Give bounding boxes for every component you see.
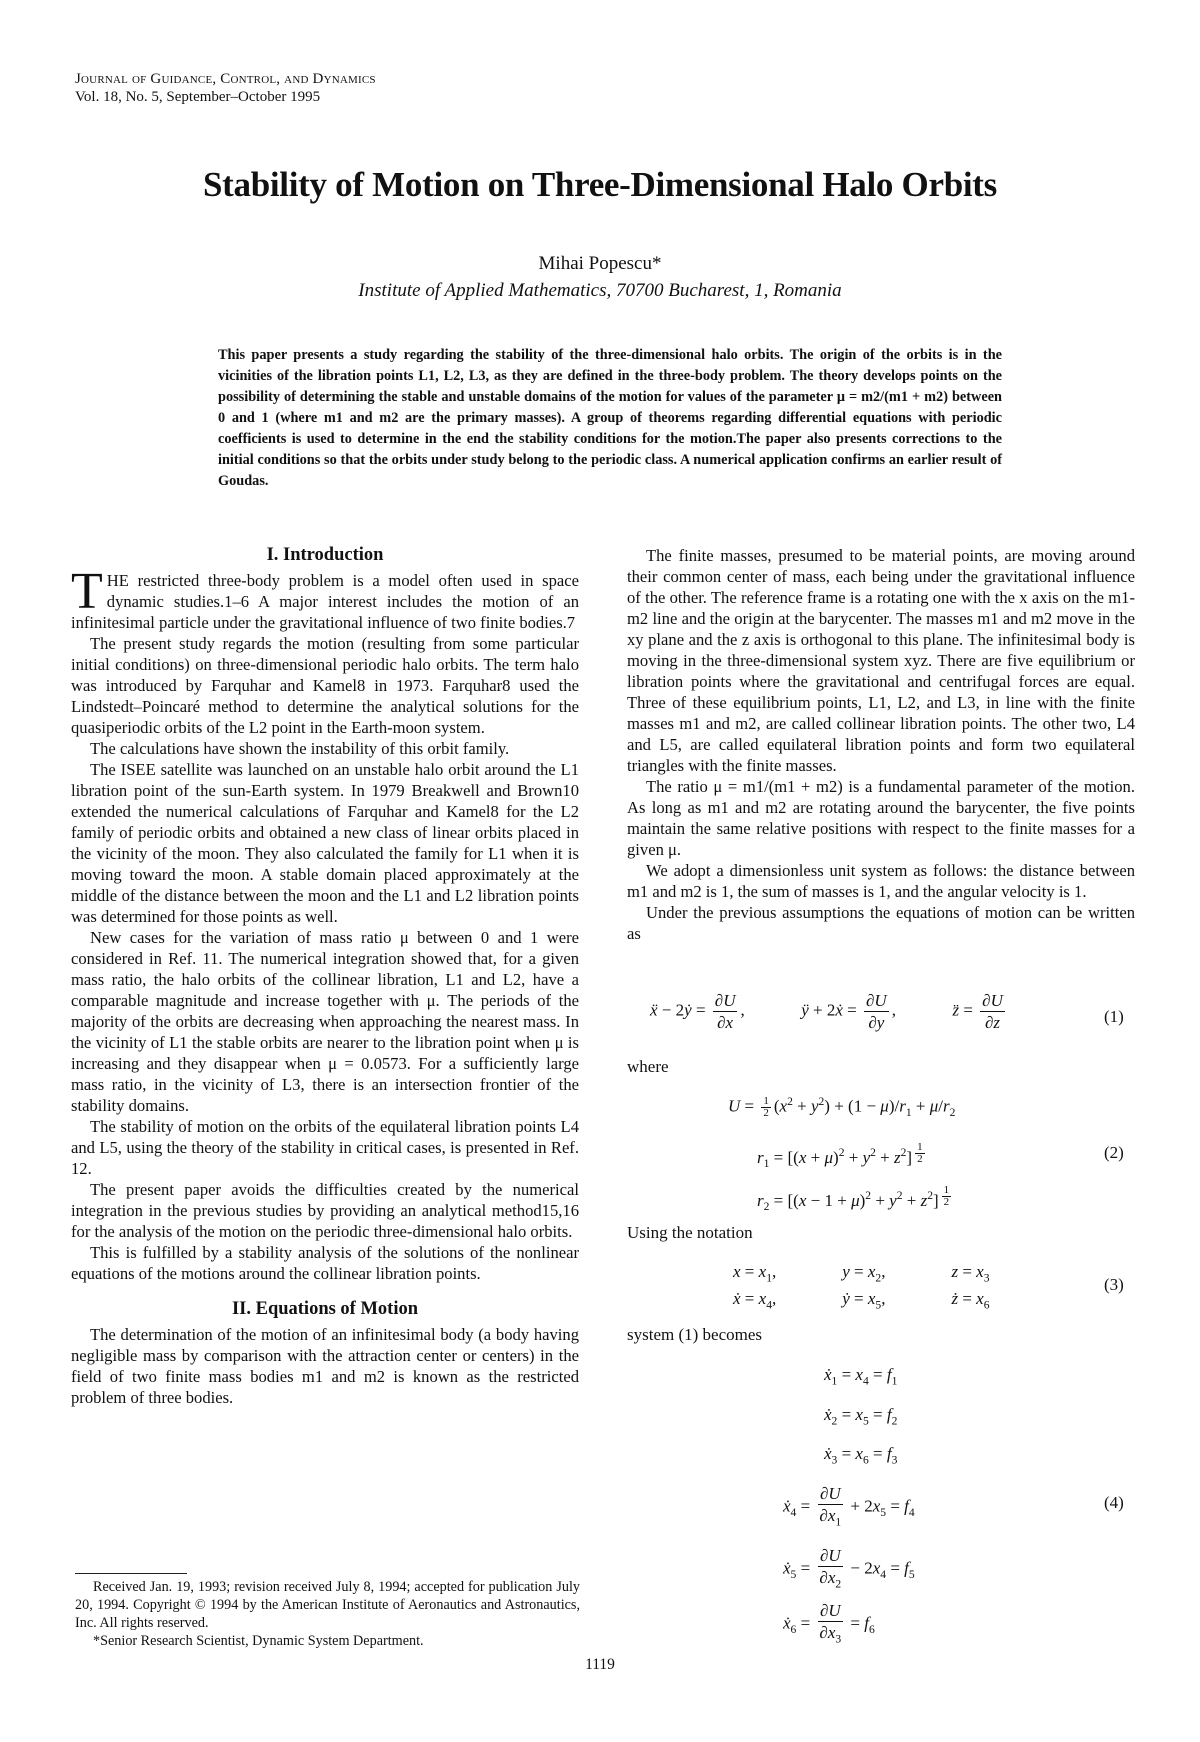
paragraph-text: HE restricted three-body problem is a model often used in space dynamic studies.1–6 A major interest includes the motion of an infinitesimal particle under the gravitational influence of two finite bodies.7 <box>71 571 579 632</box>
equation-4-line4: ẋ$_4$ = $\frac{\partial U}{\partial x_1}$ + $2x_5 = f_4$ <box>783 1484 915 1529</box>
journal-header <box>75 70 376 106</box>
footnote-rule <box>75 1573 187 1574</box>
paragraph: The ratio μ = m1/(m1 + m2) is a fundamental parameter of the motion. As long as m1 and m2 are rotating around the barycenter, the five points maintain the same relative positions with respect to the finite masses for a given μ. <box>627 777 1135 859</box>
equation-4-line2: ẋ$_2$ = $x_5 = f_2$ <box>824 1405 898 1428</box>
section-heading-introduction: I. Introduction <box>266 545 384 565</box>
paragraph: The present study regards the motion (resulting from some particular initial conditions) on three-dimensional periodic halo orbits. The term halo was introduced by Farquhar and Kamel8 in 1973. Farquhar8 used the Lindstedt–Poincaré method to determine the analytical solutions for the quasiperiodic orbits of the L2 point in the Earth-moon system. <box>71 634 579 737</box>
author-name: Mihai Popescu* <box>538 253 662 274</box>
footnote-received: Received Jan. 19, 1993; revision received July 8, 1994; accepted for publication July 20, 1994. Copyright © 1994 by the American Institute of Aeronautics and Astronautics, Inc. All rights reserved. <box>75 1579 580 1631</box>
equation-number: (1) <box>1104 1007 1124 1026</box>
equation-4-line6: ẋ$_6$ = $\frac{\partial U}{\partial x_3}$ = $f_6$ <box>783 1601 875 1646</box>
paragraph: This is fulfilled by a stability analysis of the solutions of the nonlinear equations of the motions around the collinear libration points. <box>71 1243 579 1283</box>
paper-title: Stability of Motion on Three-Dimensional Halo Orbits <box>203 165 997 204</box>
equation-3-row1: $x = x_1$, $y = x_2$, $z = x_3$ <box>733 1262 990 1285</box>
left-column <box>71 545 579 1408</box>
equation-number: (4) <box>1104 1493 1124 1512</box>
where-label: where <box>627 1057 669 1076</box>
page-number: 1119 <box>585 1656 615 1673</box>
journal-name: Journal of Guidance, Control, and Dynamics <box>75 71 376 87</box>
paragraph: The finite masses, presumed to be material points, are moving around their common center of mass, each being under the gravitational influence of the other. The reference frame is a rotating one with the x axis on the m1-m2 line and the origin at the barycenter. The masses m1 and m2 move in the xy plane and the z axis is orthogonal to this plane. The infinitesimal body is moving in the three-dimensional system xyz. There are five equilibrium or libration points where the gravitational and centrifugal forces are equal. Three of these equilibrium points, L1, L2, and L3, in line with the finite masses m1 and m2, are called collinear libration points. The other two, L4 and L5, are called equilateral libration points and form two equilateral triangles with the finite masses. <box>627 546 1135 775</box>
abstract: This paper presents a study regarding the stability of the three-dimensional halo orbits. The origin of the orbits is in the vicinities of the libration points L1, L2, L3, as they are defined in the three-body problem. The theory develops points on the possibility of determining the stable and unstable domains of the motion for values of the parameter μ = m2/(m1 + m2) between 0 and 1 (where m1 and m2 are the primary masses). A group of theorems regarding differential equations with periodic coefficients is used to determine in the end the stability conditions for the motion.The paper also presents corrections to the initial conditions so that the orbits under study belong to the periodic class. A numerical application confirms an earlier result of Goudas. <box>218 347 1002 489</box>
paragraph: We adopt a dimensionless unit system as follows: the distance between m1 and m2 is 1, the sum of masses is 1, and the angular velocity is 1. <box>627 861 1135 901</box>
journal-volume: Vol. 18, No. 5, September–October 1995 <box>75 89 321 105</box>
right-column <box>627 545 1135 944</box>
footnote-author: *Senior Research Scientist, Dynamic System Department. <box>93 1633 424 1649</box>
equation-1: ẍ − 2ẏ = $\frac{\partial U}{\partial x}$ , ÿ + 2ẋ = $\frac{\partial U}{\partial y}$ , z̈ = $\frac{\partial U}{\partial z}$ <box>650 991 1003 1032</box>
paragraph <box>71 563 579 633</box>
using-notation-label: Using the notation <box>627 1223 753 1242</box>
paragraph: The calculations have shown the instability of this orbit family. <box>90 739 510 758</box>
equation-3-row2: ẋ = $x_4$, ẏ = $x_5$, ż = $x_6$ <box>733 1289 990 1312</box>
section-heading-equations-of-motion: II. Equations of Motion <box>231 1299 419 1319</box>
paragraph: The determination of the motion of an infinitesimal body (a body having negligible mass by comparison with the attraction center or centers) in the field of two finite mass bodies m1 and m2 is known as the restricted problem of three bodies. <box>71 1325 579 1407</box>
equation-4-line5: ẋ$_5$ = $\frac{\partial U}{\partial x_2}$ − $2x_4 = f_5$ <box>783 1546 915 1591</box>
drop-cap: T <box>71 563 103 620</box>
equation-number: (2) <box>1104 1143 1124 1162</box>
paragraph: The ISEE satellite was launched on an unstable halo orbit around the L1 libration point of the sun-Earth system. In 1979 Breakwell and Brown10 extended the numerical calculations of Farquhar and Kamel8 for the L2 family of periodic orbits and obtained a new class of linear orbits placed in the vicinity of the moon. They also calculated the family for L1 when it is moving toward the moon. A stable domain placed approximately at the middle of the distance between the moon and the L1 and L2 libration points was determined for those points as well. <box>71 760 579 926</box>
system-becomes-label: system (1) becomes <box>627 1325 763 1344</box>
equation-number: (3) <box>1104 1275 1124 1294</box>
paragraph: The present paper avoids the difficulties created by the numerical integration in the previous studies by providing an analytical method15,16 for the analysis of the motion on the periodic three-dimensional halo orbits. <box>71 1180 579 1241</box>
paragraph: New cases for the variation of mass ratio μ between 0 and 1 were considered in Ref. 11. The numerical integration showed that, for a given mass ratio, the halo orbits of the collinear libration, L1 and L2, have a comparable magnitude and increase together with μ. The periods of the majority of the orbits are decreasing when approaching the nearest mass. In the vicinity of L1 the stable orbits are nearer to the libration point when μ is increasing and they disappear when μ = 0.0573. For a sufficiently large mass ratio, in the vicinity of L3, there is an intersection frontier of the stability domains. <box>71 928 579 1115</box>
equation-2-r2: $r_2 = [(x - 1 + \mu)^2 + y^2 + z^2]$ $^{\frac{1}{2}}$ <box>757 1184 950 1214</box>
equation-4-line3: ẋ$_3$ = $x_6 = f_3$ <box>824 1444 898 1467</box>
equation-2-r1: $r_1 = [(x + \mu)^2 + y^2 + z^2]$ $^{\frac{1}{2}}$ <box>757 1141 923 1171</box>
author-affiliation: Institute of Applied Mathematics, 70700 Bucharest, 1, Romania <box>358 280 842 301</box>
paragraph: Under the previous assumptions the equations of motion can be written as <box>627 903 1135 943</box>
equation-2-potential: U = $\frac{1}{2}$ $(x^2 + y^2) + (1 - \mu)/r_1 + \mu/r_2$ <box>728 1095 956 1120</box>
footnotes <box>75 1578 580 1650</box>
equation-4-line1: ẋ$_1$ = $x_4 = f_1$ <box>824 1365 898 1388</box>
paragraph: The stability of motion on the orbits of the equilateral libration points L4 and L5, using the theory of the stability in critical cases, is presented in Ref. 12. <box>71 1117 579 1178</box>
